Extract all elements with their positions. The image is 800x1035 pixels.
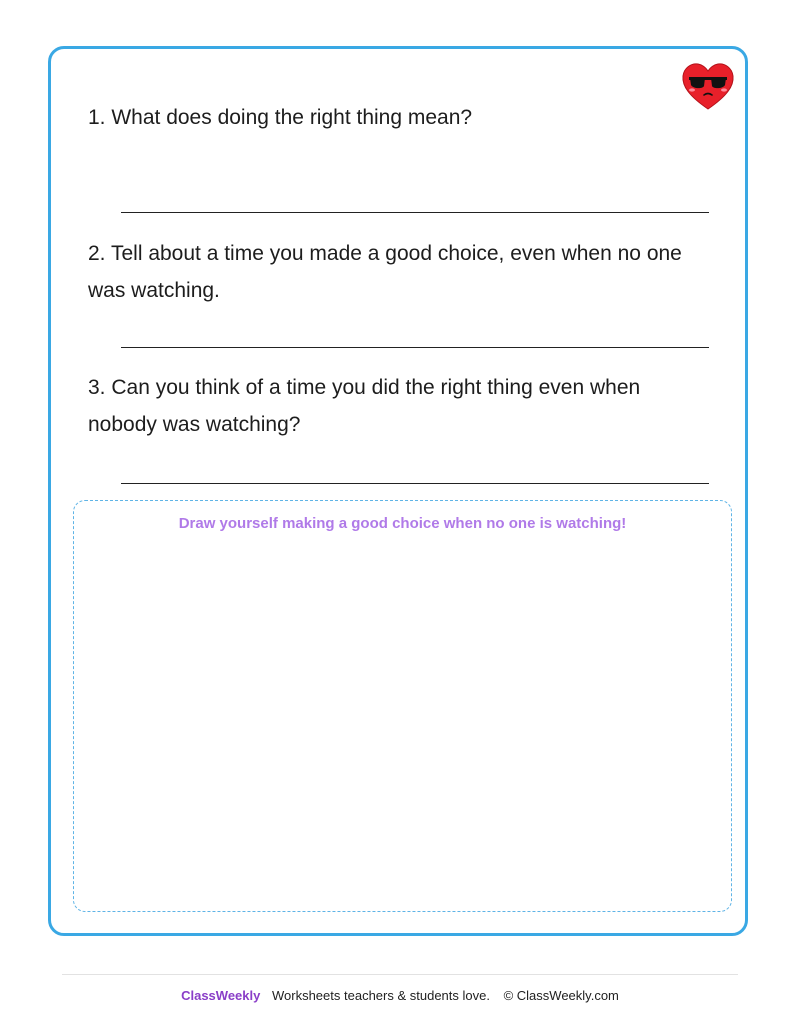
- footer-copyright: © ClassWeekly.com: [503, 988, 619, 1003]
- answer-line-1[interactable]: [121, 212, 709, 213]
- question-2: 2. Tell about a time you made a good choice, even when no one was watching.: [88, 242, 682, 302]
- footer-divider: [62, 974, 738, 975]
- footer: [0, 988, 800, 1003]
- footer-tagline: Worksheets teachers & students love.: [271, 988, 490, 1003]
- drawing-area[interactable]: [73, 500, 732, 912]
- answer-line-3[interactable]: [121, 483, 709, 484]
- answer-line-2[interactable]: [121, 347, 709, 348]
- drawing-prompt: Draw yourself making a good choice when no one is watching!: [178, 515, 627, 532]
- question-3: 3. Can you think of a time you did the right thing even when nobody was watching?: [88, 376, 641, 436]
- question-1: 1. What does doing the right thing mean?: [88, 106, 473, 129]
- footer-brand: ClassWeekly: [181, 988, 261, 1003]
